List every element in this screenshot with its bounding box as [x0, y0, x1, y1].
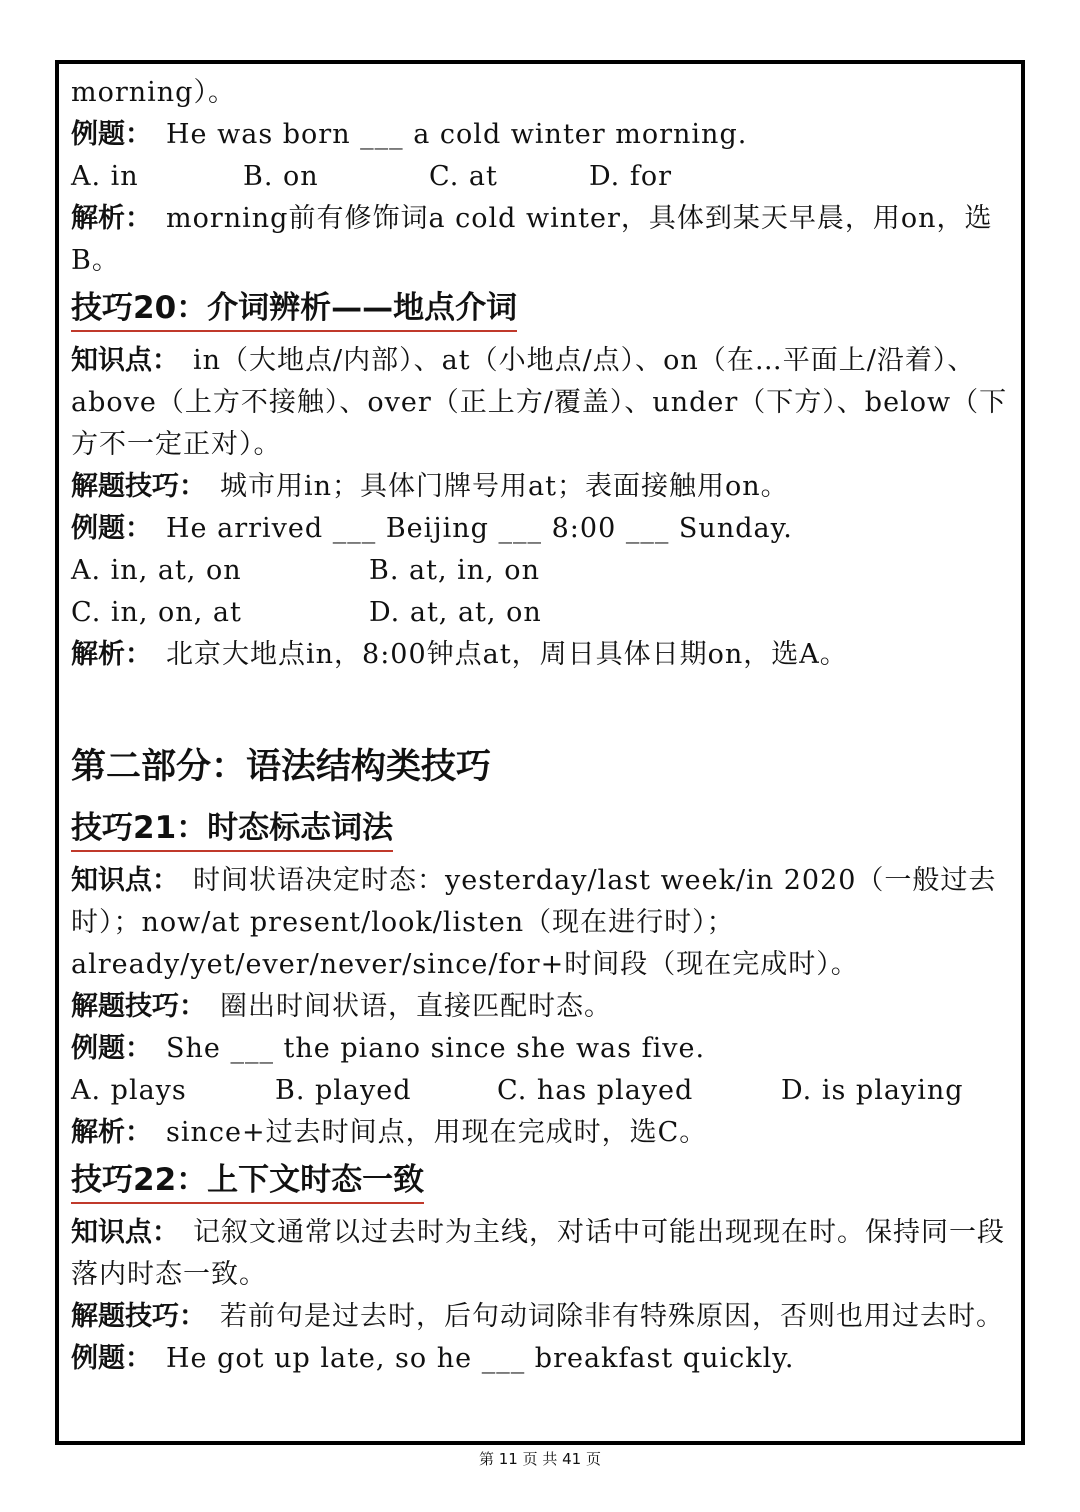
knowledge-label: 知识点： [71, 345, 179, 376]
tip-label: 解题技巧： [71, 1301, 206, 1332]
tip-21 [71, 986, 1011, 1028]
analysis-text: since+过去时间点，用现在完成时，选C。 [166, 1117, 708, 1148]
example-label: 例题： [71, 1033, 152, 1064]
tip-text: 城市用in；具体门牌号用at；表面接触用on。 [220, 471, 789, 502]
example-text: He arrived ___ Beijing ___ 8:00 ___ Sunday. [166, 513, 793, 544]
option-d: D. for [589, 161, 673, 192]
example-21 [71, 1028, 1011, 1070]
analysis-text: morning前有修饰词a cold winter，具体到某天早晨，用on，选B。 [71, 203, 993, 276]
knowledge-text: 时间状语决定时态：yesterday/last week/in 2020（一般过去时）；now/at present/look/listen（现在进行时）；already/yet/ever/never/since/for+时间段（现在完成时）。 [71, 865, 997, 980]
analysis-19 [71, 198, 1011, 282]
analysis-21 [71, 1112, 1011, 1154]
tip-22 [71, 1296, 1011, 1338]
options-21 [71, 1070, 1011, 1112]
option-a: A. plays [71, 1075, 187, 1106]
tip-label: 解题技巧： [71, 991, 206, 1022]
knowledge-text: in（大地点/内部）、at（小地点/点）、on（在…平面上/沿着）、above（上方不接触）、over（正上方/覆盖）、under（下方）、below（下方不一定正对）。 [71, 345, 1008, 460]
option-a: A. in, at, on [71, 555, 242, 586]
analysis-label: 解析： [71, 1117, 152, 1148]
analysis-text: 北京大地点in，8:00钟点at，周日具体日期on，选A。 [166, 639, 848, 670]
example-text: She ___ the piano since she was five. [166, 1033, 706, 1064]
analysis-label: 解析： [71, 203, 152, 234]
option-b: B. on [243, 161, 319, 192]
example-label: 例题： [71, 119, 152, 150]
option-c: C. in, on, at [71, 597, 242, 628]
option-b: B. at, in, on [369, 555, 540, 586]
option-a: A. in [71, 161, 139, 192]
option-c: C. has played [497, 1075, 694, 1106]
section-title-20: 技巧20：介词辨析——地点介词 [71, 288, 517, 332]
example-22 [71, 1338, 1011, 1380]
options-19 [71, 156, 1011, 198]
example-label: 例题： [71, 513, 152, 544]
options-20-row1 [71, 550, 1011, 592]
knowledge-20 [71, 340, 1011, 466]
continued-text: morning）。 [71, 77, 236, 108]
knowledge-21 [71, 860, 1011, 986]
options-20-row2 [71, 592, 1011, 634]
analysis-20 [71, 634, 1011, 676]
page-number: 第 11 页 共 41 页 [478, 1450, 601, 1468]
option-d: D. is playing [781, 1075, 964, 1106]
page-frame [55, 60, 1025, 1445]
tip-label: 解题技巧： [71, 471, 206, 502]
knowledge-22 [71, 1212, 1011, 1296]
example-text: He was born ___ a cold winter morning. [166, 119, 748, 150]
option-b: B. played [275, 1075, 412, 1106]
section-title-22: 技巧22：上下文时态一致 [71, 1160, 424, 1204]
part-title: 第二部分：语法结构类技巧 [71, 747, 492, 787]
tip-text: 若前句是过去时，后句动词除非有特殊原因，否则也用过去时。 [220, 1301, 1004, 1332]
example-text: He got up late, so he ___ breakfast quickly. [166, 1343, 795, 1374]
knowledge-text: 记叙文通常以过去时为主线，对话中可能出现现在时。保持同一段落内时态一致。 [71, 1217, 1005, 1290]
tip-text: 圈出时间状语，直接匹配时态。 [220, 991, 612, 1022]
tip-20 [71, 466, 1011, 508]
knowledge-label: 知识点： [71, 1217, 179, 1248]
analysis-label: 解析： [71, 639, 152, 670]
option-d: D. at, at, on [369, 597, 542, 628]
example-20 [71, 508, 1011, 550]
section-title-21: 技巧21：时态标志词法 [71, 808, 393, 852]
knowledge-label: 知识点： [71, 865, 179, 896]
page-content [71, 72, 1011, 1380]
example-19 [71, 114, 1011, 156]
example-label: 例题： [71, 1343, 152, 1374]
option-c: C. at [429, 161, 498, 192]
